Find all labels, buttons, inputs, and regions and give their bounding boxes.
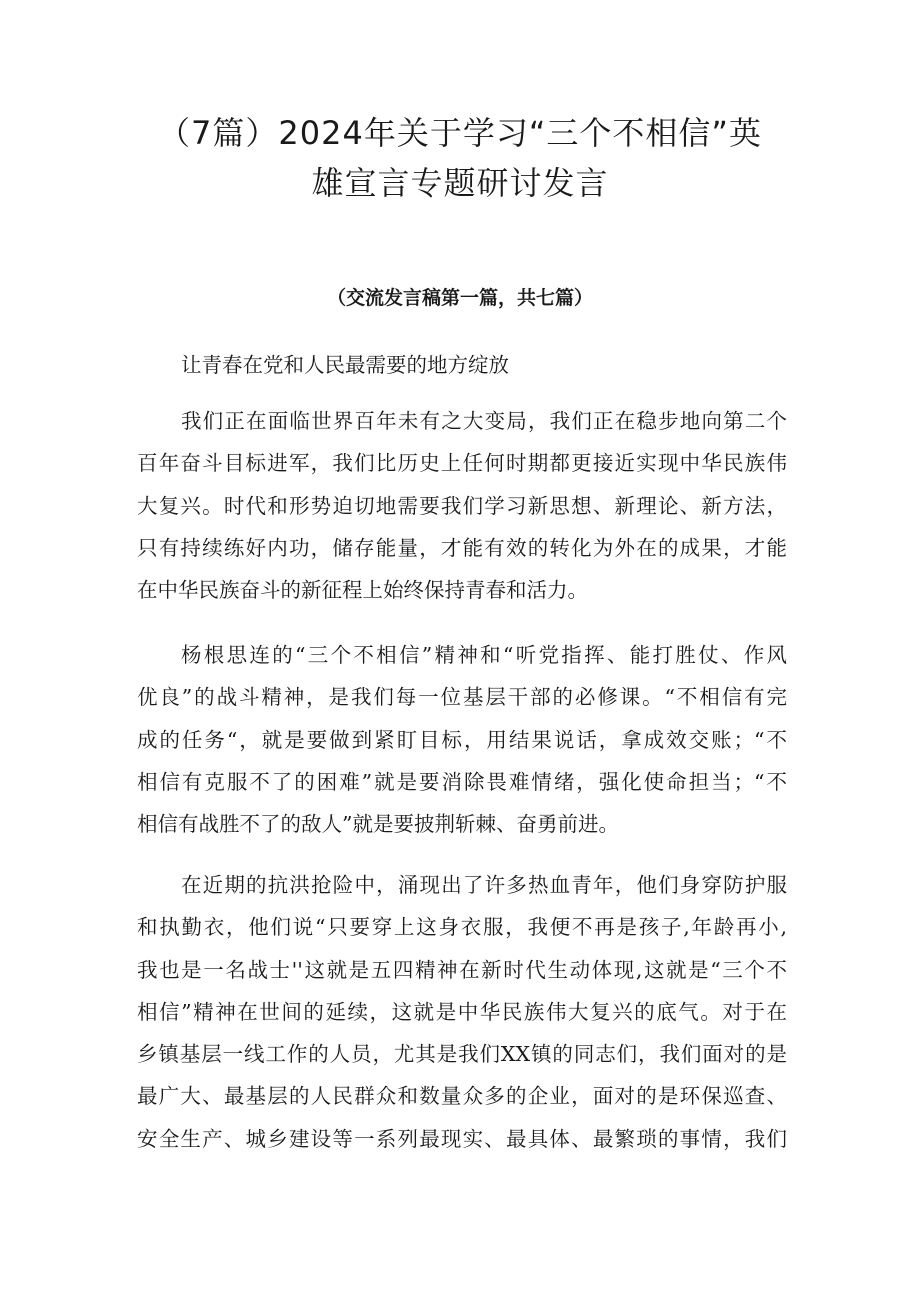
paragraph-line: 我们正在面临世界百年未有之大变局，我们正在稳步地向第二个 <box>181 409 787 433</box>
paragraph-line: 百年奋斗目标进军，我们比历史上任何时期都更接近实现中华民族伟 <box>137 451 787 476</box>
paragraph-line: 相信有克服不了的困难”就是要消除畏难情绪，强化使命担当；“不 <box>137 769 787 794</box>
title-line-2: 雄宣言专题研讨发言 <box>311 164 609 202</box>
paragraph-line: 成的任务“，就是要做到紧盯目标，用结果说话，拿成效交账；“不 <box>137 727 787 752</box>
paragraph-line: 安全生产、城乡建设等一系列最现实、最具体、最繁琐的事情，我们 <box>137 1126 787 1151</box>
paragraph-line: 最广大、最基层的人民群众和数量众多的企业，面对的是环保巡查、 <box>137 1084 787 1109</box>
paragraph-line: 只有持续练好内功，储存能量，才能有效的转化为外在的成果，才能 <box>137 535 787 560</box>
paragraph-line: 优良”的战斗精神，是我们每一位基层干部的必修课。“不相信有完 <box>137 685 787 710</box>
paragraph-line: 乡镇基层一线工作的人员，尤其是我们XX镇的同志们，我们面对的是 <box>137 1042 787 1067</box>
paragraph-line: 相信有战胜不了的敌人”就是要披荆斩棘、奋勇前进。 <box>137 812 619 837</box>
paragraph-2 <box>137 634 787 845</box>
paragraph-3 <box>137 864 787 1160</box>
paragraph-1 <box>137 400 787 611</box>
paragraph-line: 在近期的抗洪抢险中，涌现出了许多热血青年，他们身穿防护服 <box>181 873 787 897</box>
section-heading: 让青春在党和人民最需要的地方绽放 <box>181 353 509 377</box>
title-line-1: （7篇）2024年关于学习“三个不相信”英 <box>158 114 762 152</box>
paragraph-line: 在中华民族奋斗的新征程上始终保持青春和活力。 <box>137 578 588 603</box>
paragraph-line: 相信”精神在世间的延续，这就是中华民族伟大复兴的底气。对于在 <box>137 999 787 1024</box>
paragraph-line: 大复兴。时代和形势迫切地需要我们学习新思想、新理论、新方法， <box>137 493 787 518</box>
paragraph-line: 和执勤衣，他们说“只要穿上这身衣服，我便不再是孩子,年龄再小, <box>137 915 787 940</box>
document-subtitle: （交流发言稿第一篇，共七篇） <box>326 287 593 309</box>
paragraph-line: 杨根思连的“三个不相信”精神和“听党指挥、能打胜仗、作风 <box>181 643 787 667</box>
document-title <box>100 108 820 208</box>
paragraph-line: 我也是一名战士''这就是五四精神在新时代生动体现,这就是“三个不 <box>137 957 787 982</box>
section-heading-block <box>137 344 787 386</box>
